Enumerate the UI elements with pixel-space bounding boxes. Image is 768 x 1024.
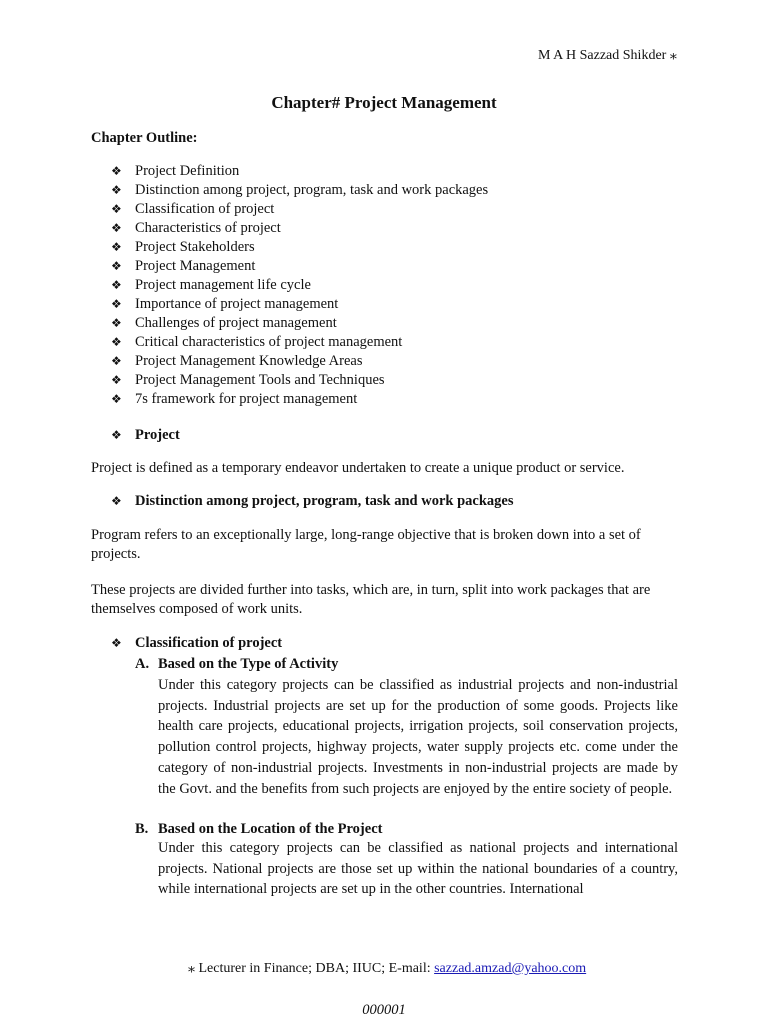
diamond-bullet-icon: ❖	[111, 354, 122, 368]
outline-item-label: Project Management Knowledge Areas	[135, 353, 363, 369]
outline-item	[111, 276, 488, 295]
section-heading-distinction: ❖ Distinction among project, program, task and work packages	[111, 493, 514, 509]
project-definition-paragraph: Project is defined as a temporary endeavor undertaken to create a unique product or service.	[91, 460, 625, 476]
outline-item	[111, 257, 488, 276]
outline-item-label: 7s framework for project management	[135, 391, 358, 407]
author-header: M A H Sazzad Shikder ⁎	[538, 48, 677, 63]
location-paragraph: Under this category projects can be classified as national projects and international projects. National projects are those set up within the national boundaries of a country, while international projects are set up in the other countries. International	[158, 840, 678, 898]
diamond-bullet-icon: ❖	[111, 164, 122, 178]
outline-item	[111, 181, 488, 200]
outline-item	[111, 314, 488, 333]
diamond-bullet-icon: ❖	[111, 636, 122, 650]
outline-item-label: Distinction among project, program, task and work packages	[135, 182, 489, 198]
diamond-bullet-icon: ❖	[111, 183, 122, 197]
diamond-bullet-icon: ❖	[111, 297, 122, 311]
outline-item-label: Project Management	[135, 258, 256, 274]
outline-item-label: Project Management Tools and Techniques	[135, 372, 385, 388]
outline-item	[111, 238, 488, 257]
diamond-bullet-icon: ❖	[111, 373, 122, 387]
footnote-marker: ⁎	[188, 961, 195, 976]
diamond-bullet-icon: ❖	[111, 221, 122, 235]
outline-item-label: Project Stakeholders	[135, 239, 255, 255]
outline-item	[111, 352, 488, 371]
subheading-location: B. Based on the Location of the Project	[135, 821, 383, 837]
outline-item	[111, 162, 488, 181]
diamond-bullet-icon: ❖	[111, 278, 122, 292]
outline-item	[111, 295, 488, 314]
outline-item	[111, 219, 488, 238]
outline-item	[111, 333, 488, 352]
outline-item	[111, 371, 488, 390]
chapter-title: Chapter# Project Management	[271, 93, 497, 112]
outline-item-label: Importance of project management	[135, 296, 339, 312]
subheading-type-of-activity: A. Based on the Type of Activity	[135, 656, 339, 672]
diamond-bullet-icon: ❖	[111, 316, 122, 330]
outline-list	[111, 162, 488, 409]
outline-item-label: Critical characteristics of project management	[135, 334, 403, 350]
outline-item-label: Project Definition	[135, 163, 240, 179]
footnote-text: Lecturer in Finance; DBA; IIUC; E-mail:	[198, 961, 431, 976]
outline-heading: Chapter Outline:	[91, 130, 198, 146]
diamond-bullet-icon: ❖	[111, 259, 122, 273]
program-paragraph: Program refers to an exceptionally large, long-range objective that is broken down into a set of projects.	[91, 527, 641, 562]
tasks-paragraph: These projects are divided further into tasks, which are, in turn, split into work packages that are themselves composed of work units.	[91, 582, 651, 617]
page-number: 000001	[362, 1002, 406, 1018]
outline-item-label: Characteristics of project	[135, 220, 281, 236]
diamond-bullet-icon: ❖	[111, 494, 122, 508]
outline-item-label: Classification of project	[135, 201, 275, 217]
outline-item	[111, 390, 488, 409]
section-heading-classification: ❖ Classification of project	[111, 635, 283, 651]
section-heading-project: ❖ Project	[111, 427, 180, 443]
footnote	[188, 960, 586, 977]
diamond-bullet-icon: ❖	[111, 392, 122, 406]
email-link[interactable]: sazzad.amzad@yahoo.com	[434, 961, 587, 976]
outline-item-label: Challenges of project management	[135, 315, 337, 331]
diamond-bullet-icon: ❖	[111, 428, 122, 442]
type-of-activity-paragraph: Under this category projects can be classified as industrial projects and non-industrial projects. Industrial projects are set up for the production of some goods. Projects like health care projects, educational projects, irrigation projects, soil conservation projects, pollution control projects, highway projects, water supply projects etc. come under the category of non-industrial projects. Investments in non-industrial projects are made by the Govt. and the benefits from such projects are enjoyed by the entire society of people.	[158, 677, 678, 797]
outline-item	[111, 200, 488, 219]
diamond-bullet-icon: ❖	[111, 202, 122, 216]
outline-item-label: Project management life cycle	[135, 277, 311, 293]
diamond-bullet-icon: ❖	[111, 335, 122, 349]
diamond-bullet-icon: ❖	[111, 240, 122, 254]
